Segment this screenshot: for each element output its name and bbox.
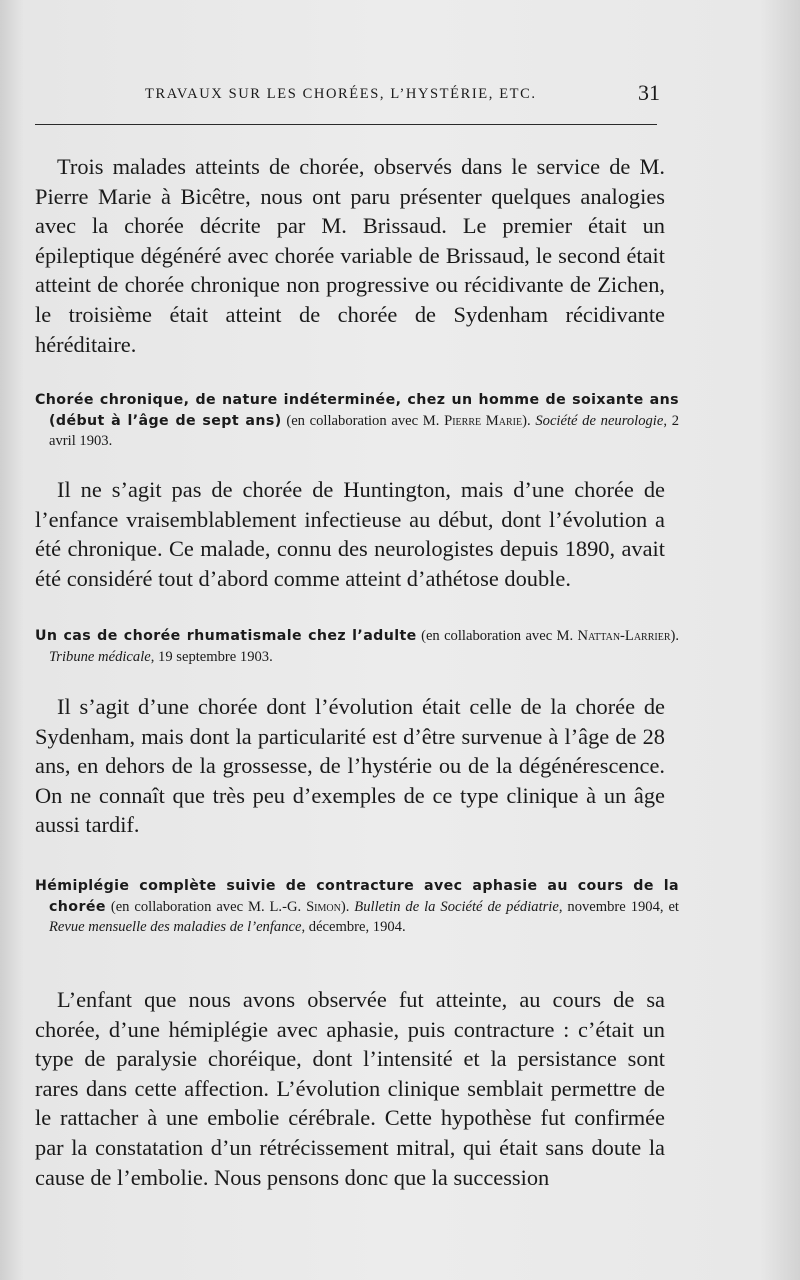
bibliography-entry-2 (35, 626, 679, 667)
entry-2-summary: Il s’agit d’une chorée dont l’évolution était celle de la chorée de Sydenham, mais dont la particularité est d’être survenue à l’âge de 28 ans, en dehors de la grossesse, de l’hystérie ou de la dégénérescence. On ne connaît que très peu d’exemples de ce type clinique à un âge aussi tardif. (35, 694, 665, 838)
entry-collaborator: Nattan-Larrier (577, 628, 671, 644)
entry-date: , 2 avril 1903. (49, 412, 679, 449)
entry-title: Chorée chronique, de nature indéterminée, chez un homme de soixante ans (début à l’âge de sept ans) (35, 392, 679, 429)
entry-venue: Tribune médicale (49, 648, 151, 665)
entry-collab-prefix: (en collaboration avec M. L.-G. (110, 898, 307, 915)
entry-date: , décembre, 1904. (301, 919, 406, 935)
entry-collaborator: Simon (306, 898, 341, 915)
entry-title: Hémiplégie complète suivie de contracture avec aphasie au cours de la chorée (35, 878, 679, 915)
entry-collab-suffix: ). (670, 628, 680, 644)
entry-collaborator: Pierre Marie (444, 412, 523, 429)
header-rule (35, 124, 657, 125)
entry-1-summary: Il ne s’agit pas de chorée de Huntington, mais d’une chorée de l’enfance vraisemblablement infectieuse au début, dont l’évolution a été chronique. Ce malade, connu des neurologistes depuis 1890, avait été considéré tout d’abord comme atteint d’athétose double. (35, 477, 665, 591)
entry-collab-suffix: ). (522, 412, 536, 429)
bibliography-entry-1 (35, 390, 679, 452)
entry-venue: Bulletin de la Société de pédiatrie (354, 898, 559, 915)
entry-title: Un cas de chorée rhumatismale chez l’adulte (35, 628, 417, 644)
entry-venue: Société de neurologie (535, 412, 664, 429)
entry-date: , 19 septembre 1903. (150, 648, 273, 665)
page-number: 31 (638, 80, 660, 105)
intro-paragraph: Trois malades atteints de chorée, observés dans le service de M. Pierre Marie à Bicêtre, nous ont paru présenter quelques analogies avec la chorée décrite par M. Brissaud. Le premier était un épileptique dégénéré avec chorée variable de Brissaud, le second était atteint de chorée chronique non progressive ou récidivante de Zichen, le troisième était atteint de chorée de Sydenham récidivante héréditaire. (35, 154, 665, 357)
entry-collab-suffix: ). (340, 898, 355, 915)
entry-venue-2: Revue mensuelle des maladies de l’enfance (49, 919, 302, 935)
running-head: TRAVAUX SUR LES CHORÉES, L’HYSTÉRIE, ETC. (145, 86, 537, 102)
entry-mid-text: , novembre 1904, et (558, 898, 679, 915)
entry-collab-prefix: (en collaboration avec M. (421, 628, 578, 644)
entry-collab-prefix: (en collaboration avec M. (286, 412, 445, 429)
entry-3-summary: L’enfant que nous avons observée fut atteinte, au cours de sa chorée, d’une hémiplégie avec aphasie, puis contracture : c’était un type de paralysie choréique, dont l’intensité et la persistance sont rares dans cette affection. L’évolution clinique semblait permettre de le rattacher à une embolie cérébrale. Cette hypothèse fut confirmée par la constatation d’un rétrécissement mitral, qui était sans doute la cause de l’embolie. Nous pensons donc que la succession (35, 987, 665, 1190)
bibliography-entry-3 (35, 876, 679, 938)
